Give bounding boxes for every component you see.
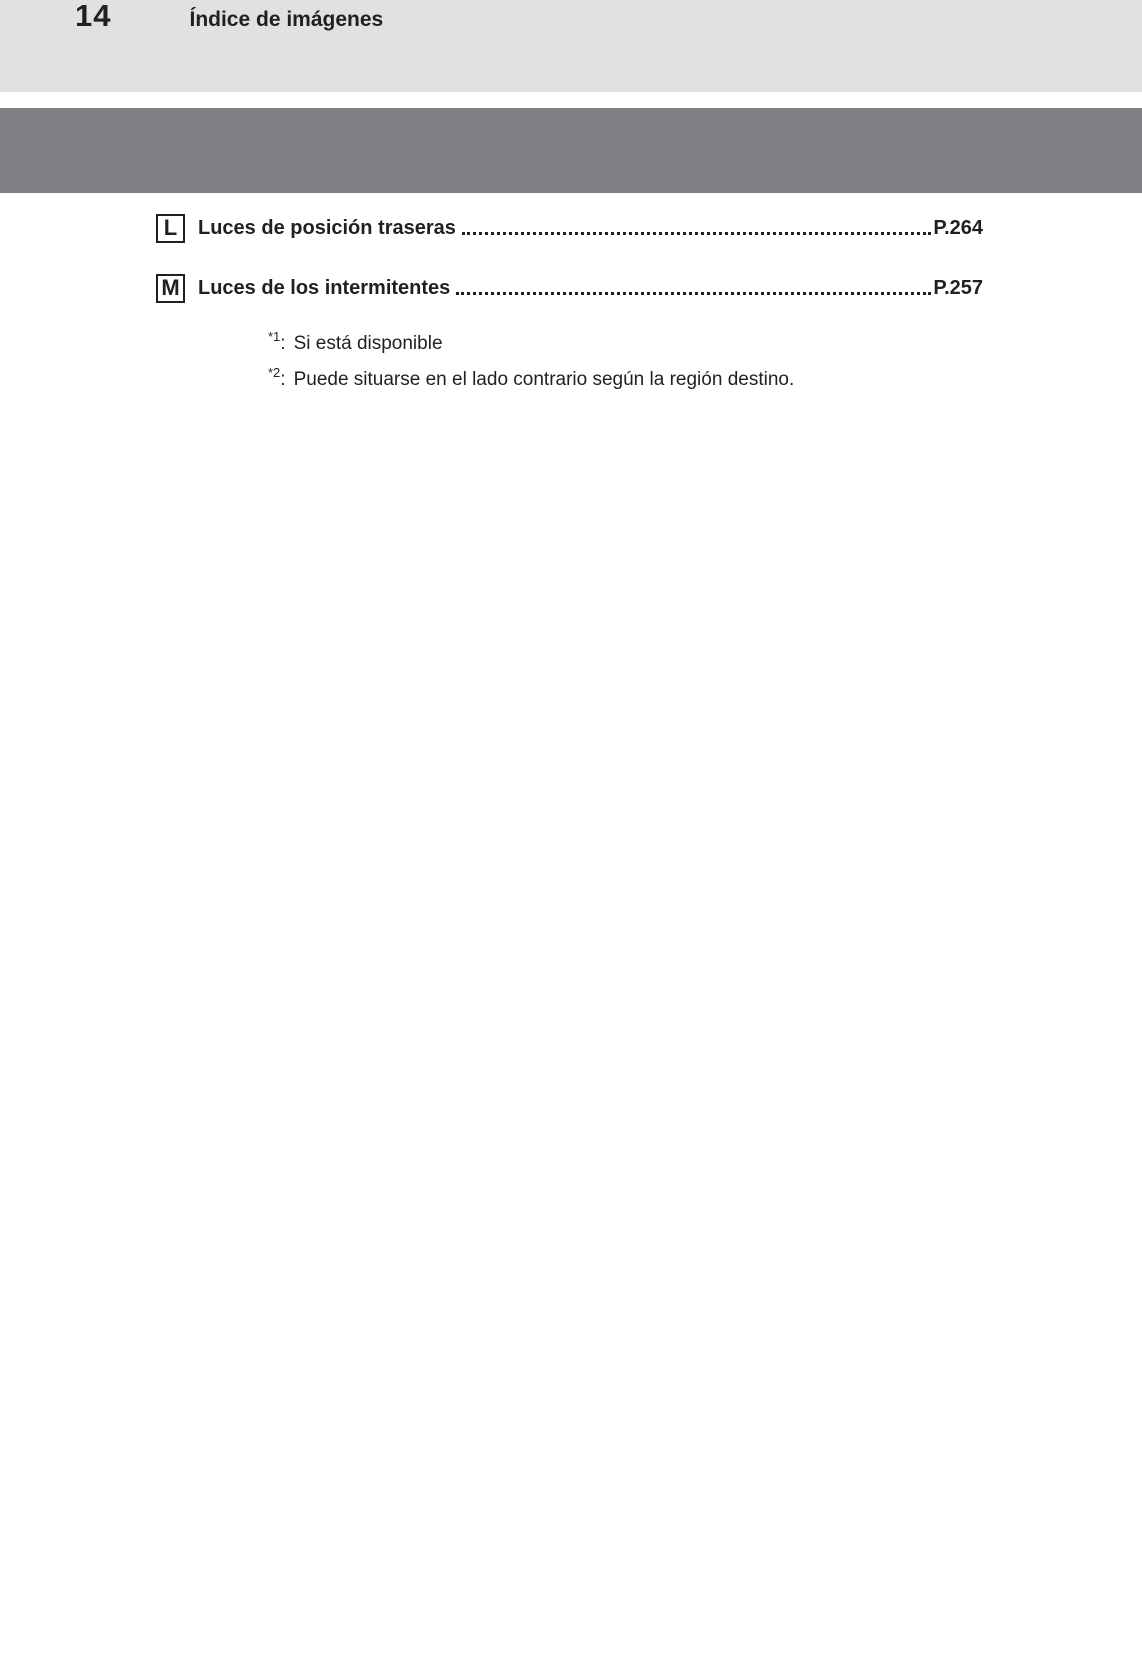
section-title: Índice de imágenes: [189, 8, 384, 31]
page-number: 14: [75, 0, 112, 33]
footnote-2: [268, 365, 923, 391]
entry-label: Luces de los intermitentes: [198, 276, 451, 299]
index-entry-m: [156, 273, 983, 303]
entry-page-ref: P.257: [933, 276, 983, 299]
footnote-text: Si está disponible: [293, 333, 443, 354]
entry-key-box: [156, 274, 185, 303]
entry-page-ref: P.264: [933, 216, 983, 239]
index-entry-l: [156, 213, 983, 243]
dot-leader: [456, 292, 931, 295]
entry-key-letter: M: [161, 275, 180, 300]
footnote-text: Puede situarse en el lado contrario según la región destino.: [293, 369, 795, 390]
footnote-separator: :: [280, 369, 286, 390]
footnote-marker: *1: [268, 329, 281, 344]
entry-key-letter: L: [163, 215, 178, 240]
footnote-marker: *2: [268, 365, 281, 380]
footnotes: [268, 329, 923, 391]
footnote-separator: :: [280, 333, 286, 354]
index-list: [156, 213, 983, 391]
footnote-1: [268, 329, 923, 355]
entry-label: Luces de posición traseras: [198, 216, 456, 239]
section-band: [0, 108, 1142, 193]
page-header: [0, 0, 1142, 92]
dot-leader: [462, 232, 931, 235]
entry-key-box: [156, 214, 185, 243]
